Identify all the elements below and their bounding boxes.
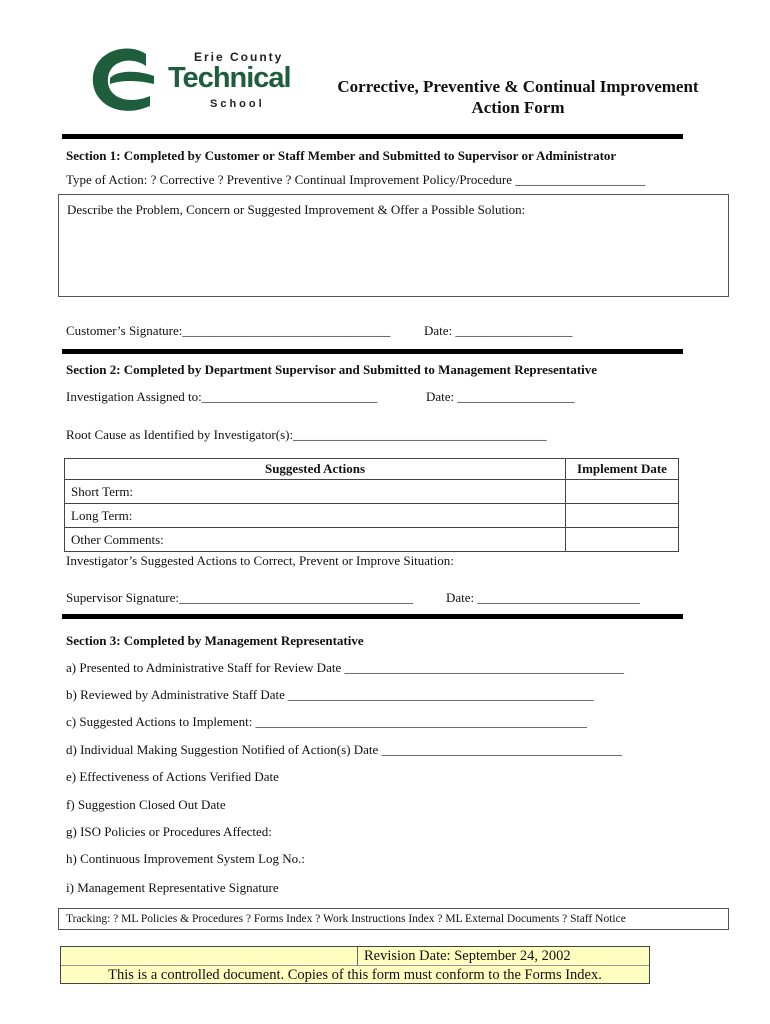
problem-description-label: Describe the Problem, Concern or Suggested Improvement & Offer a Possible Solution: — [67, 202, 526, 217]
logo-line2: Technical — [168, 62, 291, 94]
form-title — [318, 76, 718, 118]
table-row — [65, 480, 679, 504]
table-header-row — [65, 459, 679, 480]
table-row — [65, 528, 679, 552]
supervisor-date-line: Date: _________________________ — [446, 590, 640, 605]
section-divider — [62, 349, 683, 354]
logo-swoosh-icon — [88, 44, 158, 116]
school-logo — [88, 44, 298, 116]
investigation-assigned-line: Investigation Assigned to:___________________________ — [66, 389, 378, 404]
section2-heading: Section 2: Completed by Department Supervisor and Submitted to Management Representative — [66, 362, 598, 377]
tracking-box — [58, 908, 729, 930]
type-of-action-line: Type of Action: ? Corrective ? Preventive ? Continual Improvement Policy/Procedure ____________________ — [66, 172, 646, 187]
short-term-cell[interactable]: Short Term: — [65, 480, 566, 504]
section3-item-d: d) Individual Making Suggestion Notified of Action(s) Date _____________________________________ — [66, 742, 623, 757]
section3-item-b: b) Reviewed by Administrative Staff Date _______________________________________________ — [66, 687, 594, 702]
revision-date: Revision Date: September 24, 2002 — [357, 947, 571, 966]
section3-item-i: i) Management Representative Signature — [66, 880, 279, 895]
form-title-line1: Corrective, Preventive & Continual Improvement — [337, 77, 699, 96]
section3-item-a: a) Presented to Administrative Staff for Review Date ___________________________________________ — [66, 660, 624, 675]
root-cause-line: Root Cause as Identified by Investigator(s):_______________________________________ — [66, 427, 547, 442]
form-title-line2: Action Form — [471, 98, 565, 117]
long-term-cell[interactable]: Long Term: — [65, 504, 566, 528]
suggested-actions-table — [64, 458, 679, 552]
other-comments-cell[interactable]: Other Comments: — [65, 528, 566, 552]
table-row — [65, 504, 679, 528]
suggested-actions-header: Suggested Actions — [65, 459, 566, 480]
section1-heading: Section 1: Completed by Customer or Staff Member and Submitted to Supervisor or Administrator — [66, 148, 617, 163]
tracking-text: Tracking: ? ML Policies & Procedures ? Forms Index ? Work Instructions Index ? ML External Documents ? Staff Notice — [66, 913, 626, 925]
investigator-actions-line: Investigator’s Suggested Actions to Correct, Prevent or Improve Situation: — [66, 553, 454, 568]
short-term-date-cell[interactable] — [566, 480, 679, 504]
logo-line3: School — [210, 98, 265, 110]
customer-signature-line: Customer’s Signature:________________________________ — [66, 323, 391, 338]
supervisor-signature-line: Supervisor Signature:____________________________________ — [66, 590, 414, 605]
section3-heading: Section 3: Completed by Management Representative — [66, 633, 364, 648]
logo-line1: Erie County — [194, 50, 284, 64]
implement-date-header: Implement Date — [566, 459, 679, 480]
section-divider — [62, 614, 683, 619]
long-term-date-cell[interactable] — [566, 504, 679, 528]
section3-item-c: c) Suggested Actions to Implement: ___________________________________________________ — [66, 714, 588, 729]
other-comments-date-cell[interactable] — [566, 528, 679, 552]
section3-item-f: f) Suggestion Closed Out Date — [66, 797, 226, 812]
controlled-document-notice: This is a controlled document. Copies of this form must conform to the Forms Index. — [61, 965, 649, 984]
investigation-date-line: Date: __________________ — [426, 389, 575, 404]
section3-item-g: g) ISO Policies or Procedures Affected: — [66, 824, 272, 839]
revision-note — [60, 946, 650, 984]
section3-item-e: e) Effectiveness of Actions Verified Date — [66, 769, 279, 784]
section3-item-h: h) Continuous Improvement System Log No.: — [66, 851, 306, 866]
problem-description-box[interactable] — [58, 194, 729, 297]
customer-date-line: Date: __________________ — [424, 323, 573, 338]
section-divider — [62, 134, 683, 139]
